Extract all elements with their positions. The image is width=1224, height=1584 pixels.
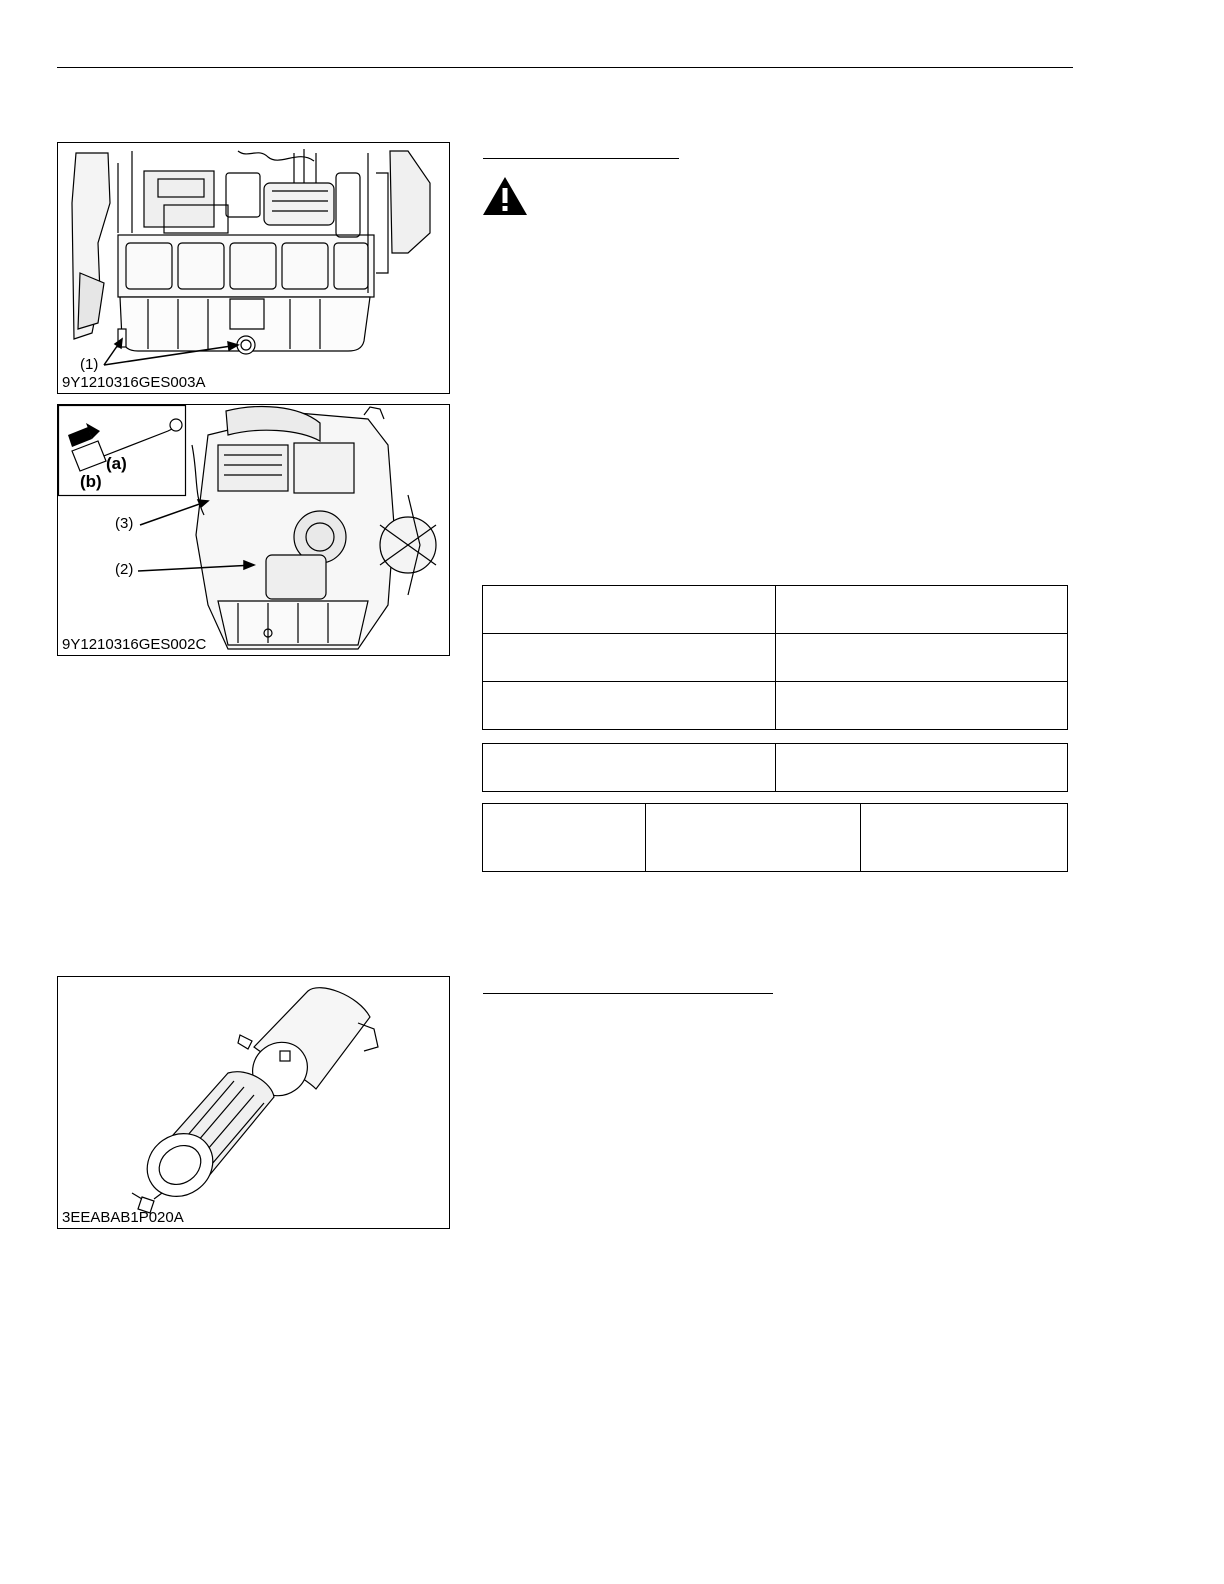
callout-3: (3) — [115, 515, 134, 532]
callout-2: (2) — [115, 561, 134, 578]
warning-triangle-icon — [482, 176, 528, 216]
figure-id: 9Y1210316GES003A — [62, 374, 206, 391]
table-cell — [776, 682, 1068, 730]
table-cell — [483, 586, 776, 634]
spec-table-2 — [482, 743, 1068, 792]
table-cell — [776, 586, 1068, 634]
figure-oil-pan-drain-plug — [57, 142, 450, 394]
callout-a: (a) — [106, 454, 127, 473]
callout-b: (b) — [80, 472, 102, 491]
figure-dipstick-oil-level — [57, 404, 450, 656]
figure-air-cleaner — [57, 976, 450, 1229]
figure-id: 9Y1210316GES002C — [62, 636, 207, 653]
table-cell — [483, 634, 776, 682]
page-top-rule — [57, 67, 1073, 68]
engine-side-illustration — [58, 143, 450, 394]
callout-1: (1) — [80, 356, 99, 373]
table-cell — [483, 804, 646, 872]
table-cell — [646, 804, 861, 872]
air-cleaner-illustration — [58, 977, 450, 1229]
spec-table-3 — [482, 803, 1068, 872]
figure-id: 3EEABAB1P020A — [62, 1209, 184, 1226]
table-cell — [483, 744, 776, 792]
table-cell — [483, 682, 776, 730]
table-cell — [776, 744, 1068, 792]
section-heading-rule-2 — [483, 993, 773, 994]
spec-table-1 — [482, 585, 1068, 730]
table-cell — [861, 804, 1068, 872]
section-heading-rule-1 — [483, 158, 679, 159]
table-cell — [776, 634, 1068, 682]
